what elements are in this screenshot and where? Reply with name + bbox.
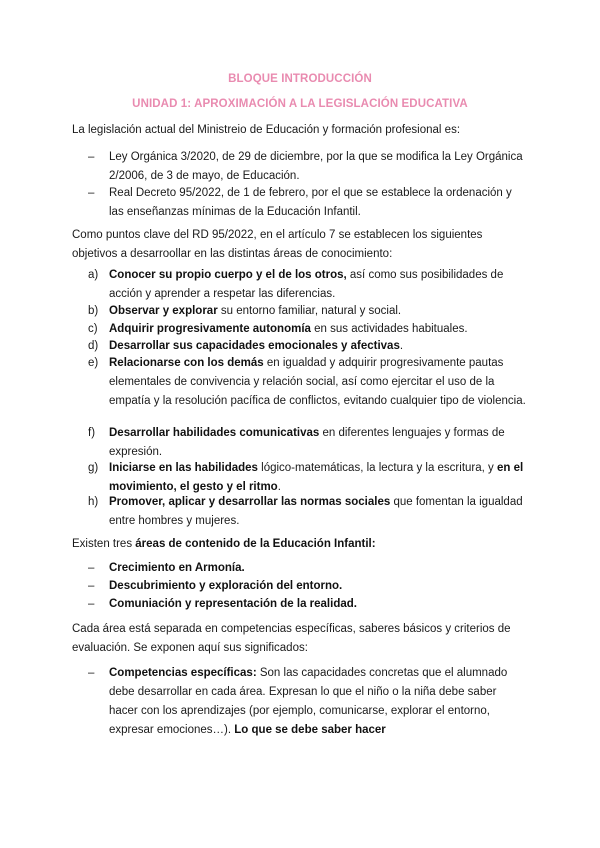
area-item — [88, 577, 528, 596]
objective-text — [109, 459, 528, 497]
objective-rest: en igualdad y adquirir progresivamente pautas elementales de convivencia y relación social, así como ejercitar el uso de la empatía y la resolución pacífica de conflictos, evitando cualquier tipo de violencia. — [109, 357, 526, 407]
objective-rest: que fomentan la igualdad entre hombres y mujeres. — [109, 496, 523, 527]
objective-rest: en sus actividades habituales. — [310, 323, 468, 335]
objectives-intro: Como puntos clave del RD 95/2022, en el artículo 7 se establecen los siguientes objetivos a desarroollar en las distintas áreas de conocimiento: — [72, 229, 483, 260]
objective-item — [88, 354, 528, 411]
definition-item — [88, 664, 528, 740]
document-subtitle: UNIDAD 1: APROXIMACIÓN A LA LEGISLACIÓN EDUCATIVA — [132, 98, 468, 110]
objective-text — [109, 354, 528, 411]
objective-item — [88, 302, 528, 321]
areas-intro — [72, 535, 376, 554]
objective-marker: d) — [88, 340, 99, 352]
definition-term: Competencias específicas: — [109, 667, 257, 679]
objective-item — [88, 424, 528, 462]
law-text: Real Decreto 95/2022, de 1 de febrero, por el que se establece la ordenación y las enseñanzas mínimas de la Educación Infantil. — [109, 187, 512, 218]
objective-bold-2: en el movimiento, el gesto y el ritmo — [109, 462, 524, 493]
definition-body: Son las capacidades concretas que el alumnado debe desarrollar en cada área. Expresan lo que el niño o la niña debe saber hacer con los aprendizajes (por ejemplo, comunicarse, explorar el entorno, expresar emociones…). — [109, 667, 508, 736]
areas-intro-bold: áreas de contenido de la Educación Infantil: — [135, 538, 376, 550]
objective-text — [109, 424, 528, 462]
objective-marker: f) — [88, 427, 96, 439]
intro-paragraph: La legislación actual del Ministreio de Educación y formación profesional es: — [72, 124, 461, 136]
dash-marker: – — [88, 151, 95, 163]
objective-bold: Desarrollar sus capacidades emocionales y afectivas — [109, 340, 400, 352]
objective-marker: g) — [88, 462, 99, 474]
area-text: Comuniación y representación de la realidad. — [109, 598, 357, 610]
objective-rest: su entorno familiar, natural y social. — [217, 305, 402, 317]
objective-marker: h) — [88, 496, 99, 508]
law-item — [88, 184, 528, 222]
objective-bold: Adquirir progresivamente autonomía — [109, 323, 311, 335]
objective-rest: . — [399, 340, 404, 352]
area-text: Descubrimiento y exploración del entorno. — [109, 580, 343, 592]
objective-text — [109, 493, 528, 531]
dash-marker: – — [88, 580, 95, 592]
objective-marker: e) — [88, 357, 99, 369]
objective-item — [88, 459, 528, 497]
objective-text — [109, 302, 528, 321]
objective-rest: así como sus posibilidades de acción y aprender a respetar las diferencias. — [109, 269, 504, 300]
objective-rest: lógico-matemáticas, la lectura y la escritura, y — [257, 462, 497, 474]
definition-text — [109, 664, 528, 740]
objective-item — [88, 266, 528, 304]
objective-bold: Desarrollar habilidades comunicativas — [109, 427, 320, 439]
dash-marker: – — [88, 598, 95, 610]
objective-rest-2: . — [277, 481, 281, 493]
section-paragraph: Cada área está separada en competencias específicas, saberes básicos y criterios de evaluación. Se exponen aquí sus significados: — [72, 623, 511, 654]
objective-marker: c) — [88, 323, 98, 335]
objective-bold: Iniciarse en las habilidades — [109, 462, 258, 474]
objective-bold: Conocer su propio cuerpo y el de los otros, — [109, 269, 347, 281]
objective-bold: Observar y explorar — [109, 305, 218, 317]
dash-marker: – — [88, 187, 95, 199]
objective-item — [88, 493, 528, 531]
dash-marker: – — [88, 562, 95, 574]
area-item — [88, 595, 528, 614]
objective-marker: b) — [88, 305, 99, 317]
law-item — [88, 148, 528, 186]
objective-rest: en diferentes lenguajes y formas de expresión. — [109, 427, 505, 458]
objective-bold: Relacionarse con los demás — [109, 357, 264, 369]
area-item — [88, 559, 528, 578]
objective-text — [109, 266, 528, 304]
objective-bold: Promover, aplicar y desarrollar las normas sociales — [109, 496, 391, 508]
dash-marker: – — [88, 667, 95, 679]
objective-marker: a) — [88, 269, 99, 281]
document-title: BLOQUE INTRODUCCIÓN — [228, 73, 372, 85]
definition-emphasis: Lo que se debe saber hacer — [234, 724, 386, 736]
area-text: Crecimiento en Armonía. — [109, 562, 245, 574]
law-text: Ley Orgánica 3/2020, de 29 de diciembre, por la que se modifica la Ley Orgánica 2/2006, de 3 de mayo, de Educación. — [109, 151, 523, 182]
areas-intro-text: Existen tres — [72, 538, 136, 550]
